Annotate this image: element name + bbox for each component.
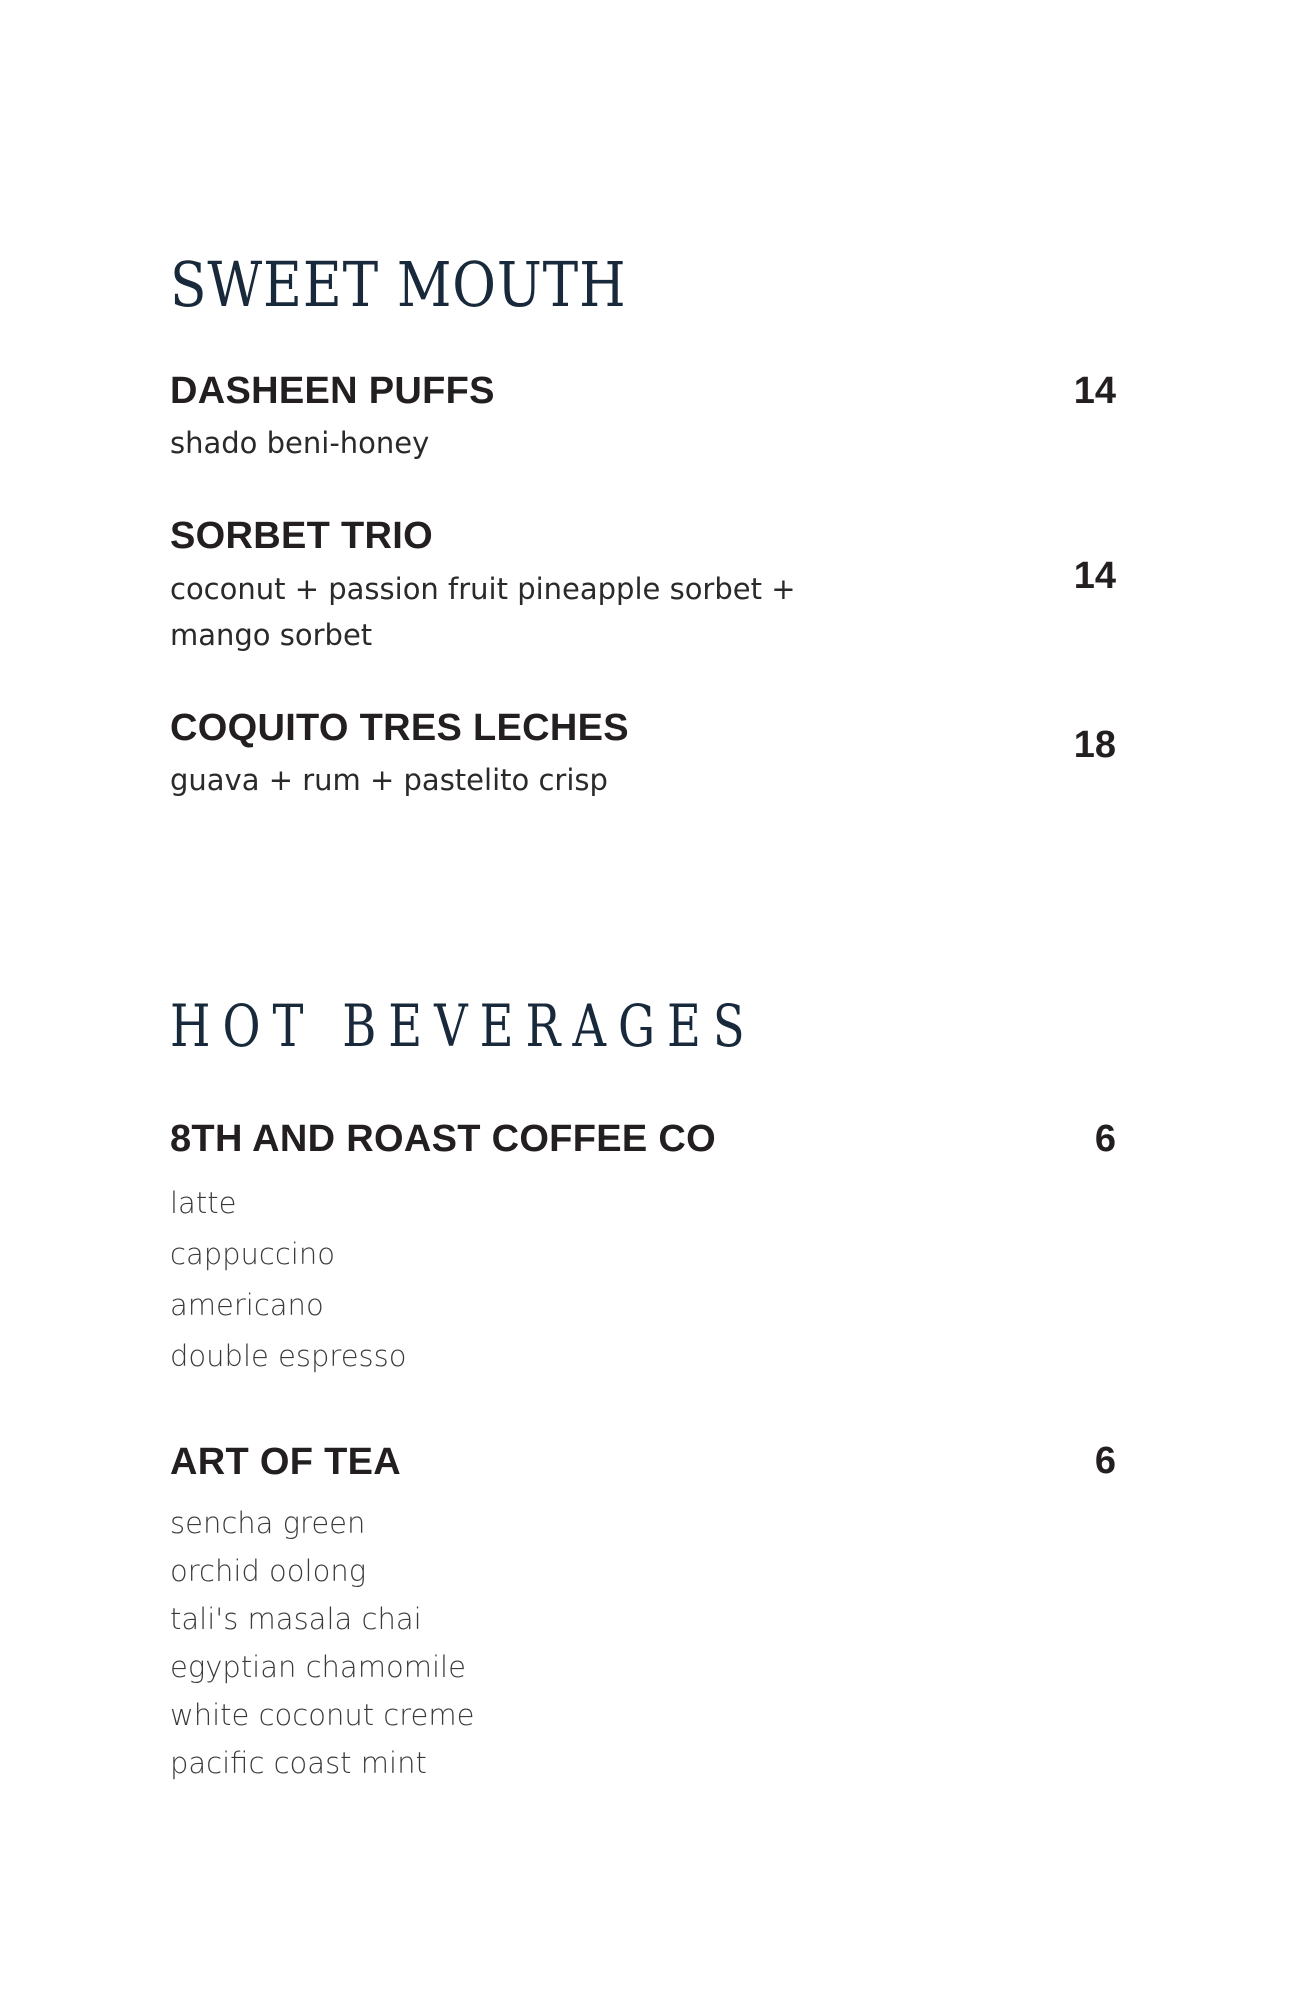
option-white-coconut-creme: white coconut creme	[170, 1698, 475, 1732]
option-americano: americano	[170, 1288, 324, 1322]
item-description-line-1: coconut + passion fruit pineapple sorbet +	[170, 572, 796, 606]
option-latte: latte	[170, 1186, 237, 1220]
item-price: 6	[1094, 1440, 1116, 1482]
item-name: ART OF TEA	[170, 1441, 401, 1483]
item-price: 14	[1073, 555, 1116, 597]
item-name: SORBET TRIO	[170, 515, 433, 557]
option-orchid-oolong: orchid oolong	[170, 1554, 367, 1588]
item-name: DASHEEN PUFFS	[170, 370, 495, 412]
option-egyptian-chamomile: egyptian chamomile	[170, 1650, 466, 1684]
item-description: guava + rum + pastelito crisp	[170, 763, 608, 797]
option-cappuccino: cappuccino	[170, 1237, 335, 1271]
item-description: shado beni-honey	[170, 426, 430, 460]
item-price: 14	[1073, 370, 1116, 412]
tea-options-list	[170, 1499, 474, 1787]
item-price: 6	[1094, 1118, 1116, 1160]
item-name: COQUITO TRES LECHES	[170, 707, 629, 749]
item-name: 8TH AND ROAST COFFEE CO	[170, 1118, 716, 1160]
coffee-options-list	[170, 1178, 407, 1382]
option-pacific-coast-mint: pacific coast mint	[170, 1746, 427, 1780]
option-masala-chai: tali's masala chai	[170, 1602, 422, 1636]
section-heading-hot-beverages: HOT BEVERAGES	[170, 992, 757, 1060]
option-double-espresso: double espresso	[170, 1339, 407, 1373]
item-description-line-2: mango sorbet	[170, 618, 373, 652]
option-sencha-green: sencha green	[170, 1506, 366, 1540]
section-heading-sweet-mouth: SWEET MOUTH	[170, 248, 627, 321]
item-price: 18	[1073, 724, 1116, 766]
